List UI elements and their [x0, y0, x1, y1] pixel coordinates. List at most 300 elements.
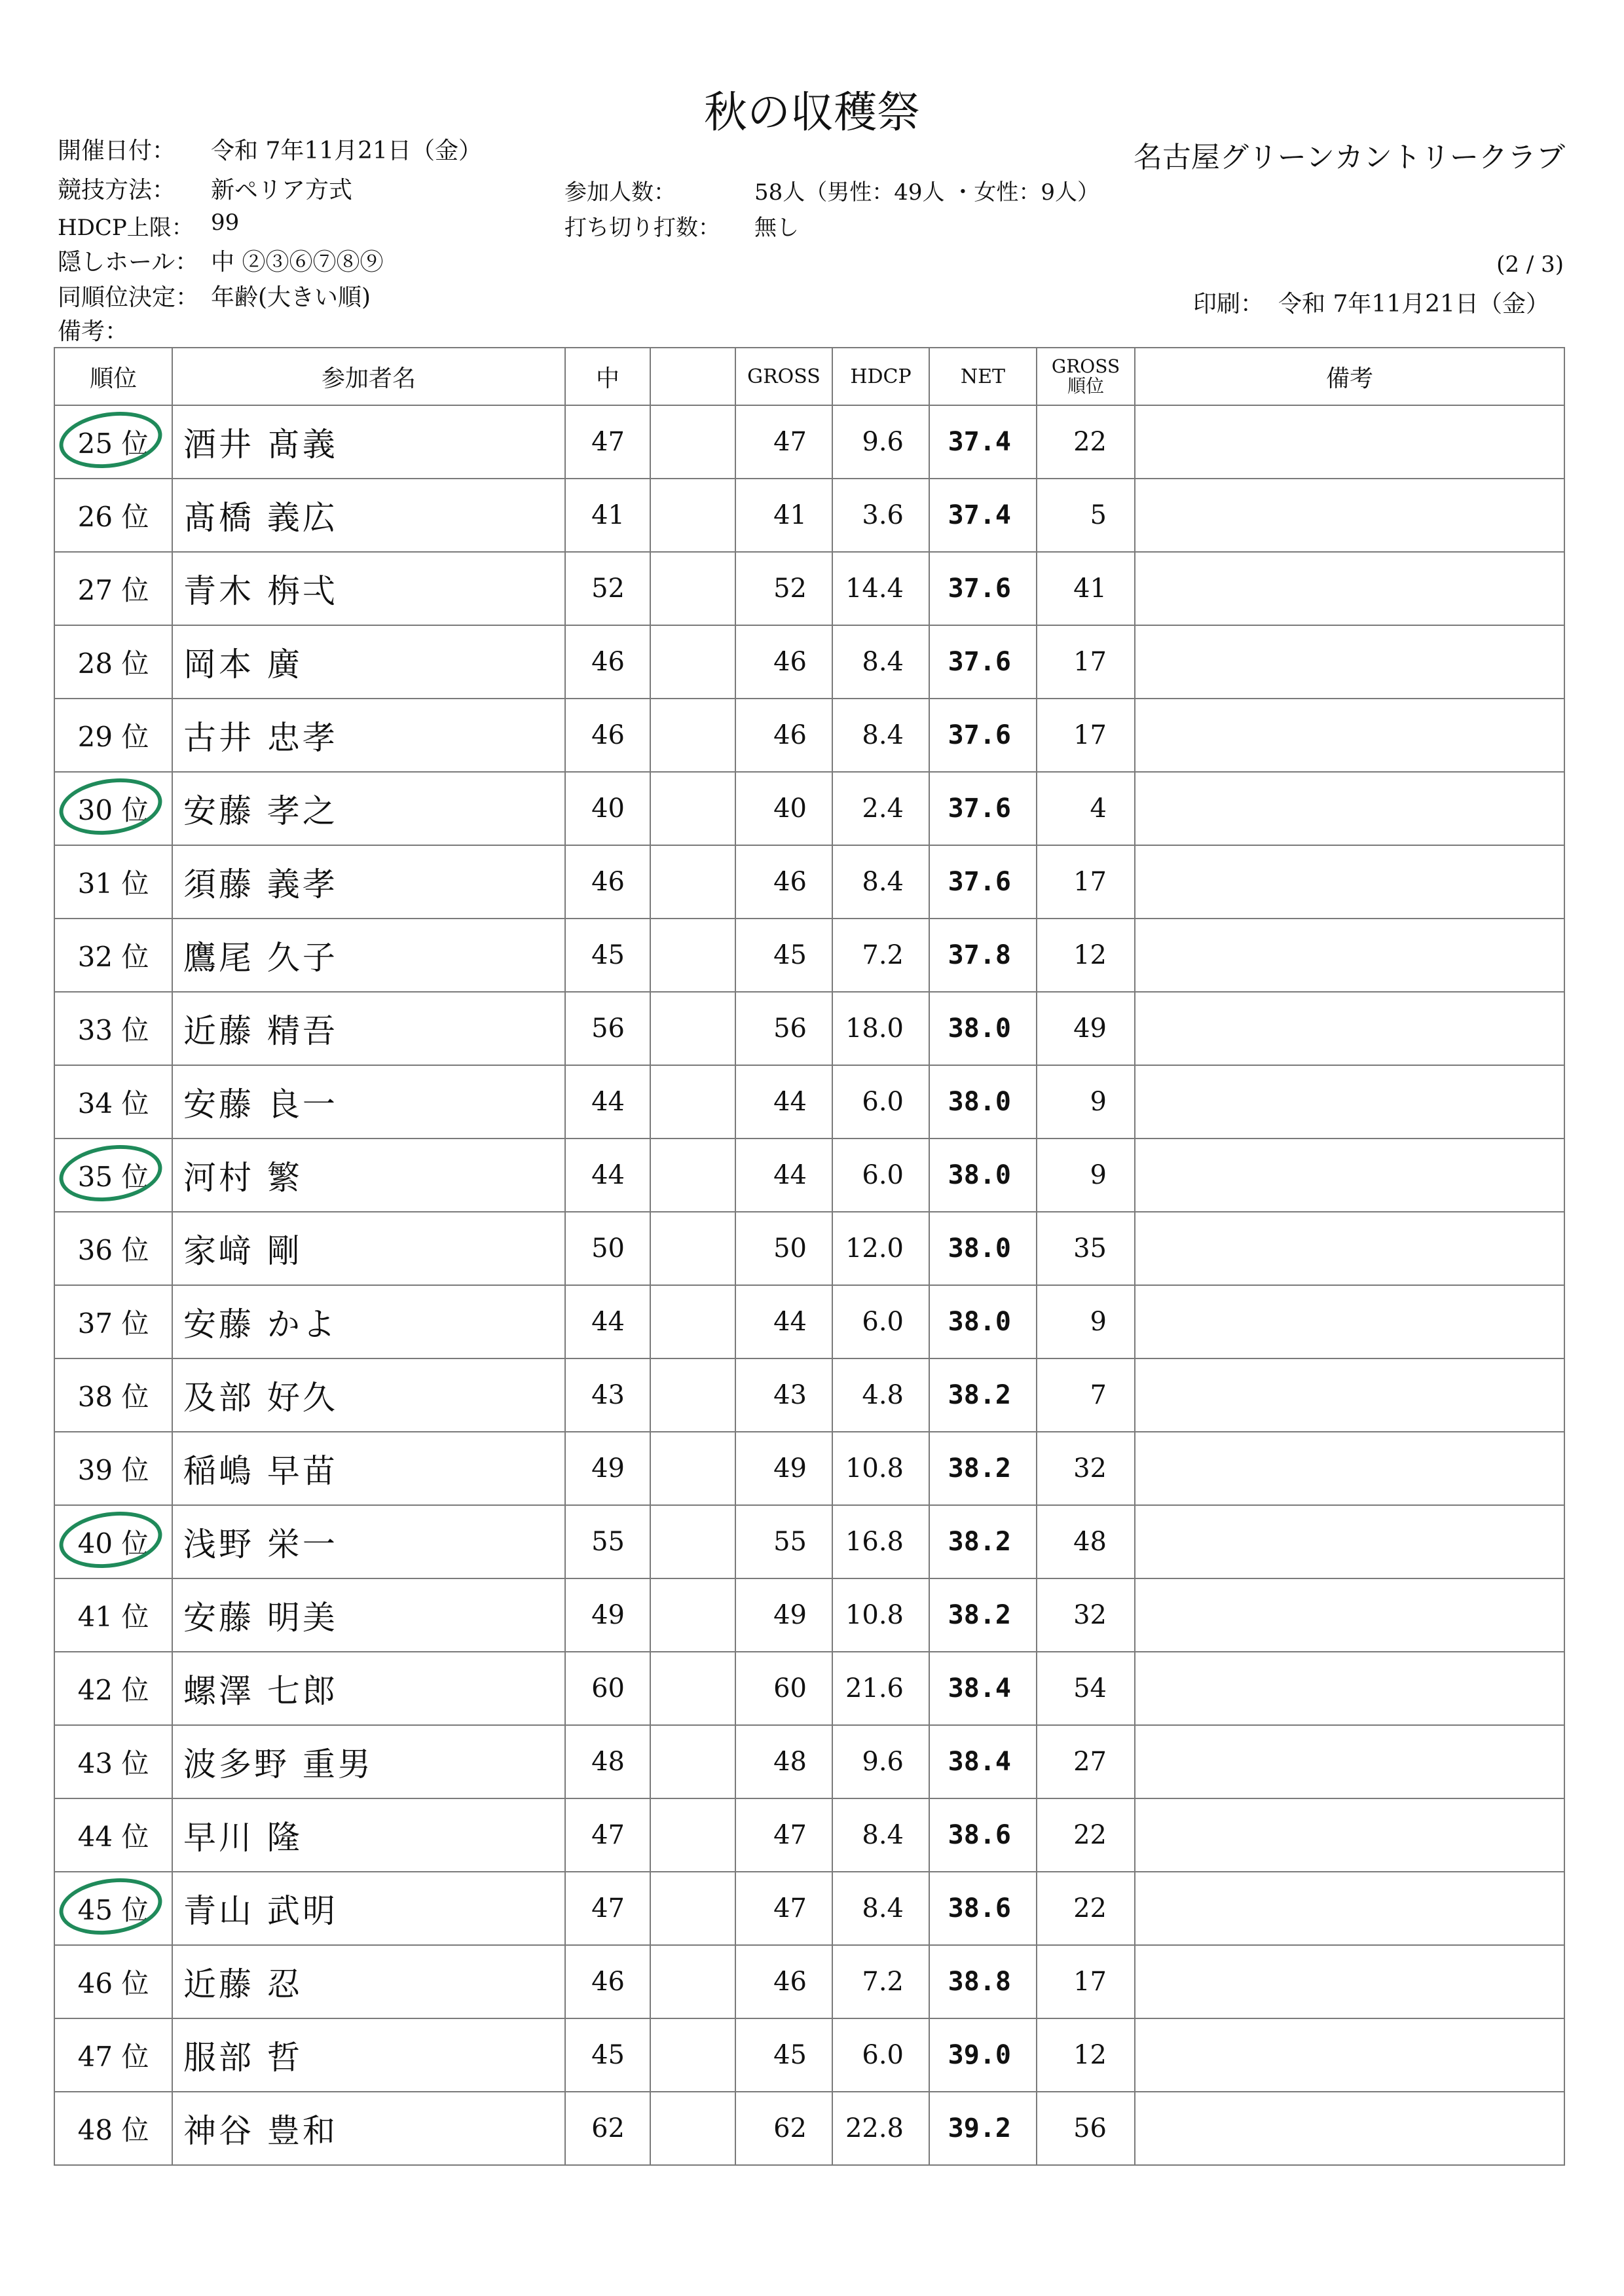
- print-label: 印刷：: [1193, 291, 1264, 318]
- gross-rank: [1037, 1725, 1135, 1798]
- table-row: [54, 1945, 1564, 2018]
- blank-cell: [650, 552, 735, 625]
- gross-score: [735, 772, 832, 845]
- blank-cell: [650, 919, 735, 992]
- naka-score-text: 46: [591, 647, 625, 677]
- gross-rank-text: 22: [1073, 1820, 1107, 1850]
- rank-cell-text: 44 位: [77, 1821, 149, 1853]
- player-name-text: 青木 栴弌: [183, 572, 338, 610]
- naka-score-text: 46: [591, 867, 625, 897]
- blank-cell: [650, 1285, 735, 1358]
- net-score-text: 38.0: [948, 1013, 1011, 1044]
- net-score-text: 38.4: [948, 1747, 1011, 1777]
- print-date: 令和 7年11月21日（金）: [1278, 291, 1549, 318]
- naka-score: [565, 479, 650, 552]
- remarks-cell: [1135, 2018, 1564, 2092]
- naka-score: [565, 919, 650, 992]
- naka-score: [565, 625, 650, 699]
- player-name: [172, 2092, 565, 2165]
- rank-cell: [54, 1798, 172, 1872]
- gross-score: [735, 405, 832, 479]
- naka-score-text: 60: [591, 1673, 625, 1704]
- player-name-text: 浅野 栄一: [183, 1525, 338, 1563]
- rank-cell: [54, 845, 172, 919]
- gross-rank: [1037, 1652, 1135, 1725]
- gross-rank-text: 9: [1090, 1307, 1107, 1337]
- player-name-text: 及部 好久: [183, 1379, 338, 1417]
- cutoff-value: 無し: [754, 215, 799, 241]
- net-score-text: 37.6: [948, 793, 1011, 824]
- player-name-text: 螺澤 七郎: [183, 1672, 338, 1710]
- blank-cell: [650, 1872, 735, 1945]
- naka-score: [565, 1358, 650, 1432]
- table-row: [54, 1652, 1564, 1725]
- player-name-text: 近藤 精吾: [183, 1012, 338, 1050]
- gross-rank-text: 9: [1090, 1160, 1107, 1190]
- net-score: [929, 845, 1037, 919]
- table-row: [54, 625, 1564, 699]
- gross-rank: [1037, 479, 1135, 552]
- hdcp-value-text: 8.4: [862, 867, 904, 897]
- header-rank: 順位: [54, 348, 172, 405]
- player-name: [172, 1945, 565, 2018]
- table-row: [54, 2018, 1564, 2092]
- player-name-text: 家﨑 剛: [183, 1232, 303, 1270]
- gross-rank: [1037, 699, 1135, 772]
- blank-cell: [650, 625, 735, 699]
- gross-rank: [1037, 1798, 1135, 1872]
- naka-score-text: 49: [591, 1453, 625, 1484]
- gross-rank-text: 7: [1090, 1380, 1107, 1410]
- rank-cell: [54, 1358, 172, 1432]
- remarks-cell: [1135, 552, 1564, 625]
- rank-cell: [54, 772, 172, 845]
- net-score-text: 38.0: [948, 1087, 1011, 1117]
- naka-score: [565, 1652, 650, 1725]
- gross-rank-text: 56: [1073, 2113, 1107, 2143]
- gross-rank-text: 17: [1073, 720, 1107, 750]
- header-gross-rank-top: GROSS: [1051, 355, 1120, 377]
- player-name: [172, 1285, 565, 1358]
- gross-score-text: 44: [773, 1160, 807, 1190]
- blank-cell: [650, 1652, 735, 1725]
- table-row: [54, 2092, 1564, 2165]
- gross-rank-text: 41: [1073, 574, 1107, 604]
- hdcp-value-text: 4.8: [862, 1380, 904, 1410]
- blank-cell: [650, 2018, 735, 2092]
- gross-score-text: 46: [773, 720, 807, 750]
- player-name-text: 早川 隆: [183, 1819, 303, 1857]
- gross-rank: [1037, 1212, 1135, 1285]
- net-score-text: 38.2: [948, 1453, 1011, 1484]
- rank-cell-text: 33 位: [77, 1014, 149, 1046]
- participants-value: 58人（男性：49人 ・女性：9人）: [754, 179, 1099, 206]
- rank-cell: [54, 1725, 172, 1798]
- gross-score: [735, 699, 832, 772]
- remarks-cell: [1135, 1285, 1564, 1358]
- gross-rank-text: 17: [1073, 647, 1107, 677]
- gross-score-text: 41: [773, 500, 807, 530]
- player-name-text: 岡本 廣: [183, 646, 303, 683]
- table-row: [54, 1285, 1564, 1358]
- gross-score: [735, 1798, 832, 1872]
- naka-score: [565, 699, 650, 772]
- naka-score-text: 43: [591, 1380, 625, 1410]
- gross-score: [735, 2092, 832, 2165]
- hdcp-value: [832, 405, 929, 479]
- naka-score-text: 47: [591, 1820, 625, 1850]
- player-name: [172, 1725, 565, 1798]
- naka-score: [565, 1065, 650, 1139]
- gross-rank: [1037, 1945, 1135, 2018]
- blank-cell: [650, 405, 735, 479]
- hdcp-value: [832, 1578, 929, 1652]
- header-gross: GROSS: [735, 348, 832, 405]
- gross-score-text: 56: [773, 1013, 807, 1044]
- hdcp-value-text: 22.8: [845, 2113, 904, 2143]
- gross-rank: [1037, 1578, 1135, 1652]
- net-score-text: 38.4: [948, 1673, 1011, 1704]
- remarks-cell: [1135, 625, 1564, 699]
- naka-score-text: 44: [591, 1087, 625, 1117]
- hdcp-value: [832, 919, 929, 992]
- hdcp-value-text: 7.2: [862, 1967, 904, 1997]
- gross-score-text: 52: [773, 574, 807, 604]
- hdcp-value: [832, 2018, 929, 2092]
- gross-score-text: 49: [773, 1453, 807, 1484]
- hdcp-value-text: 8.4: [862, 647, 904, 677]
- table-row: [54, 1505, 1564, 1578]
- rank-cell-text: 38 位: [77, 1381, 149, 1413]
- table-row: [54, 1578, 1564, 1652]
- gross-rank: [1037, 1505, 1135, 1578]
- gross-rank: [1037, 2092, 1135, 2165]
- hdcp-value: [832, 1432, 929, 1505]
- gross-score-text: 46: [773, 1967, 807, 1997]
- table-row: [54, 1432, 1564, 1505]
- blank-cell: [650, 1065, 735, 1139]
- hdcp-value-text: 7.2: [862, 940, 904, 970]
- rank-cell: [54, 1432, 172, 1505]
- net-score: [929, 1505, 1037, 1578]
- remarks-cell: [1135, 699, 1564, 772]
- naka-score: [565, 2092, 650, 2165]
- header-remarks: 備考: [1135, 348, 1564, 405]
- rank-cell-text: 46 位: [77, 1967, 149, 1999]
- naka-score-text: 52: [591, 574, 625, 604]
- gross-score-text: 55: [773, 1527, 807, 1557]
- player-name-text: 青山 武明: [183, 1892, 338, 1930]
- blank-cell: [650, 992, 735, 1065]
- player-name: [172, 625, 565, 699]
- table-row: [54, 1725, 1564, 1798]
- hdcp-value: [832, 1725, 929, 1798]
- gross-score: [735, 2018, 832, 2092]
- gross-rank-text: 48: [1073, 1527, 1107, 1557]
- rank-cell-text: 26 位: [77, 501, 149, 533]
- player-name: [172, 919, 565, 992]
- net-score-text: 39.0: [948, 2040, 1011, 2070]
- rank-cell-text: 37 位: [77, 1307, 149, 1339]
- hdcp-value: [832, 1212, 929, 1285]
- gross-score: [735, 1065, 832, 1139]
- net-score: [929, 479, 1037, 552]
- hdcp-value: [832, 2092, 929, 2165]
- player-name: [172, 1505, 565, 1578]
- remarks-cell: [1135, 1578, 1564, 1652]
- table-row: [54, 1798, 1564, 1872]
- gross-score: [735, 479, 832, 552]
- net-score: [929, 1212, 1037, 1285]
- rank-cell-text: 25 位: [77, 428, 149, 460]
- rank-cell: [54, 405, 172, 479]
- net-score: [929, 1725, 1037, 1798]
- gross-rank-text: 17: [1073, 867, 1107, 897]
- rank-cell: [54, 625, 172, 699]
- gross-score-text: 50: [773, 1233, 807, 1264]
- net-score: [929, 919, 1037, 992]
- hdcp-value-text: 8.4: [862, 1820, 904, 1850]
- player-name: [172, 1798, 565, 1872]
- naka-score: [565, 552, 650, 625]
- tie-break-value: 年齢(大きい順): [211, 284, 371, 311]
- player-name-text: 古井 忠孝: [183, 719, 338, 757]
- net-score-text: 38.0: [948, 1307, 1011, 1337]
- hdcp-value-text: 12.0: [845, 1233, 904, 1264]
- table-row: [54, 772, 1564, 845]
- gross-rank-text: 12: [1073, 940, 1107, 970]
- net-score: [929, 1578, 1037, 1652]
- gross-rank: [1037, 919, 1135, 992]
- header-naka: 中: [565, 348, 650, 405]
- remarks-cell: [1135, 1725, 1564, 1798]
- rank-cell-text: 29 位: [77, 721, 149, 753]
- table-row: [54, 405, 1564, 479]
- rank-cell-text: 45 位: [77, 1894, 149, 1926]
- player-name: [172, 2018, 565, 2092]
- blank-cell: [650, 1432, 735, 1505]
- naka-score: [565, 1945, 650, 2018]
- page-title: 秋の収穫祭: [704, 87, 920, 137]
- blank-cell: [650, 699, 735, 772]
- gross-score-text: 40: [773, 793, 807, 824]
- player-name: [172, 992, 565, 1065]
- gross-score-text: 44: [773, 1087, 807, 1117]
- rank-cell-text: 27 位: [77, 574, 149, 606]
- net-score-text: 37.6: [948, 574, 1011, 604]
- net-score-text: 37.8: [948, 940, 1011, 970]
- blank-cell: [650, 1139, 735, 1212]
- results-table: [54, 347, 1565, 2166]
- rank-cell: [54, 2018, 172, 2092]
- net-score: [929, 2092, 1037, 2165]
- player-name-text: 須藤 義孝: [183, 866, 338, 903]
- remarks-cell: [1135, 2092, 1564, 2165]
- naka-score: [565, 1798, 650, 1872]
- net-score: [929, 552, 1037, 625]
- naka-score: [565, 2018, 650, 2092]
- player-name: [172, 1432, 565, 1505]
- net-score: [929, 772, 1037, 845]
- gross-score-text: 60: [773, 1673, 807, 1704]
- rank-cell-text: 28 位: [77, 647, 149, 680]
- rank-cell: [54, 1065, 172, 1139]
- table-row: [54, 1139, 1564, 1212]
- gross-rank-text: 54: [1073, 1673, 1107, 1704]
- naka-score-text: 44: [591, 1160, 625, 1190]
- player-name: [172, 1065, 565, 1139]
- naka-score: [565, 1212, 650, 1285]
- table-row: [54, 552, 1564, 625]
- table-row: [54, 1358, 1564, 1432]
- player-name-text: 髙橋 義広: [183, 499, 338, 537]
- net-score: [929, 405, 1037, 479]
- hdcp-value-text: 10.8: [845, 1600, 904, 1630]
- net-score: [929, 992, 1037, 1065]
- hdcp-value: [832, 1065, 929, 1139]
- hdcp-value: [832, 1652, 929, 1725]
- player-name: [172, 1139, 565, 1212]
- player-name-text: 神谷 豊和: [183, 2112, 338, 2150]
- gross-score-text: 45: [773, 940, 807, 970]
- hdcp-value: [832, 1945, 929, 2018]
- net-score: [929, 1139, 1037, 1212]
- remarks-cell: [1135, 992, 1564, 1065]
- naka-score: [565, 1578, 650, 1652]
- hdcp-value: [832, 1139, 929, 1212]
- gross-rank: [1037, 1065, 1135, 1139]
- hdcp-value-text: 10.8: [845, 1453, 904, 1484]
- net-score-text: 37.6: [948, 720, 1011, 750]
- player-name: [172, 1358, 565, 1432]
- blank-cell: [650, 1212, 735, 1285]
- method-label: 競技方法：: [58, 177, 176, 204]
- gross-rank-text: 22: [1073, 1893, 1107, 1923]
- naka-score: [565, 1725, 650, 1798]
- player-name-text: 稲嶋 早苗: [183, 1452, 338, 1490]
- gross-score: [735, 1285, 832, 1358]
- remarks-cell: [1135, 1358, 1564, 1432]
- naka-score: [565, 992, 650, 1065]
- net-score: [929, 625, 1037, 699]
- gross-score: [735, 1872, 832, 1945]
- rank-cell: [54, 992, 172, 1065]
- gross-rank: [1037, 845, 1135, 919]
- gross-score-text: 46: [773, 647, 807, 677]
- gross-rank-text: 4: [1090, 793, 1107, 824]
- hdcp-value: [832, 625, 929, 699]
- hdcp-value: [832, 1358, 929, 1432]
- gross-rank-text: 27: [1073, 1747, 1107, 1777]
- net-score-text: 37.6: [948, 867, 1011, 897]
- hdcp-value-text: 6.0: [862, 1160, 904, 1190]
- gross-rank: [1037, 625, 1135, 699]
- net-score-text: 37.4: [948, 500, 1011, 530]
- gross-score: [735, 1212, 832, 1285]
- naka-score-text: 41: [591, 500, 625, 530]
- net-score-text: 38.2: [948, 1527, 1011, 1557]
- gross-rank-text: 17: [1073, 1967, 1107, 1997]
- naka-score-text: 55: [591, 1527, 625, 1557]
- gross-rank: [1037, 1285, 1135, 1358]
- hdcp-value: [832, 1798, 929, 1872]
- player-name: [172, 1872, 565, 1945]
- date-label: 開催日付：: [58, 137, 176, 164]
- hdcp-value-text: 6.0: [862, 1307, 904, 1337]
- page-number: (2 / 3): [1496, 251, 1564, 278]
- gross-rank-text: 22: [1073, 427, 1107, 457]
- blank-cell: [650, 2092, 735, 2165]
- gross-score-text: 47: [773, 1893, 807, 1923]
- gross-score-text: 62: [773, 2113, 807, 2143]
- player-name-text: 河村 繁: [183, 1159, 303, 1197]
- header-name: 参加者名: [172, 348, 565, 405]
- rank-cell-text: 35 位: [77, 1161, 149, 1193]
- gross-score: [735, 1505, 832, 1578]
- gross-score: [735, 1358, 832, 1432]
- hdcp-value-text: 8.4: [862, 720, 904, 750]
- net-score: [929, 1285, 1037, 1358]
- rank-cell-text: 43 位: [77, 1747, 149, 1779]
- gross-score: [735, 1139, 832, 1212]
- player-name: [172, 699, 565, 772]
- remarks-label: 備考：: [58, 318, 129, 345]
- naka-score-text: 48: [591, 1747, 625, 1777]
- club-name: 名古屋グリーンカントリークラブ: [1133, 141, 1565, 174]
- rank-cell: [54, 1139, 172, 1212]
- table-header-row: [54, 348, 1564, 405]
- player-name-text: 安藤 明美: [183, 1599, 338, 1637]
- hdcp-value: [832, 699, 929, 772]
- hdcp-value: [832, 772, 929, 845]
- gross-score: [735, 1725, 832, 1798]
- naka-score: [565, 1872, 650, 1945]
- table-row: [54, 919, 1564, 992]
- net-score: [929, 2018, 1037, 2092]
- rank-cell: [54, 552, 172, 625]
- naka-score-text: 50: [591, 1233, 625, 1264]
- rank-cell-text: 31 位: [77, 867, 149, 900]
- hdcp-value-text: 3.6: [862, 500, 904, 530]
- hdcp-value-text: 21.6: [845, 1673, 904, 1704]
- gross-rank: [1037, 1432, 1135, 1505]
- gross-score: [735, 552, 832, 625]
- gross-score: [735, 1945, 832, 2018]
- player-name-text: 安藤 良一: [183, 1085, 338, 1123]
- date-value: 令和 7年11月21日（金）: [211, 137, 482, 164]
- player-name: [172, 1578, 565, 1652]
- hdcp-value: [832, 845, 929, 919]
- rank-cell: [54, 1285, 172, 1358]
- gross-score: [735, 625, 832, 699]
- player-name-text: 安藤 かよ: [183, 1305, 338, 1343]
- net-score-text: 37.6: [948, 647, 1011, 677]
- rank-cell: [54, 1652, 172, 1725]
- header-gross-rank-bottom: 順位: [1067, 375, 1104, 397]
- gross-score-text: 48: [773, 1747, 807, 1777]
- net-score: [929, 1432, 1037, 1505]
- gross-rank: [1037, 1358, 1135, 1432]
- rank-cell: [54, 1945, 172, 2018]
- rank-cell: [54, 1212, 172, 1285]
- net-score-text: 38.6: [948, 1820, 1011, 1850]
- gross-rank-text: 9: [1090, 1087, 1107, 1117]
- naka-score-text: 62: [591, 2113, 625, 2143]
- gross-rank: [1037, 772, 1135, 845]
- naka-score: [565, 1139, 650, 1212]
- player-name: [172, 1652, 565, 1725]
- remarks-cell: [1135, 1945, 1564, 2018]
